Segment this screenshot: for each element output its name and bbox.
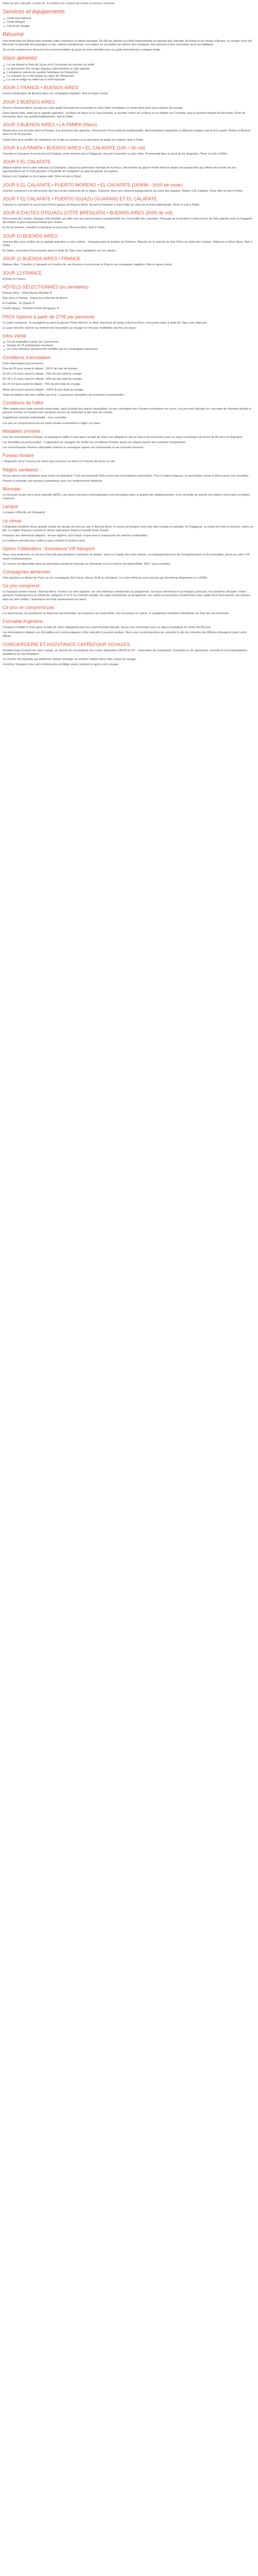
- section-heading: Ce prix comprend: [3, 583, 40, 589]
- bullet-item: La vue depuis le Pain de Sucre et le Corcovado au coucher du soleil: [3, 63, 255, 67]
- section-jour-5-el-calafate: [3, 159, 255, 179]
- section-paragraph: De 20 à 8 jours avant le départ : 75% du prix total du voyage.: [3, 383, 81, 386]
- section-heading: Services et équipements: [3, 9, 65, 15]
- section-langue: [3, 504, 255, 515]
- section-paragraph: Un circuit complet pour découvrir les incontournables du pays en toute sérénité avec un guide francophone à chaque étape.: [3, 48, 161, 52]
- section-heading: Résumé: [3, 31, 24, 38]
- section-jour-1-france-buenos-aires: [3, 85, 255, 96]
- section-fuseau-horaire: [3, 453, 255, 464]
- bullet-item: Carnet de voyage: [3, 25, 255, 28]
- section-paragraph: La langue officielle est l'espagnol.: [3, 511, 46, 515]
- section-paragraph: Soirée libre pour profiter de l'ambiance de la ville ou assister à un spectacle de tango (en option). Nuit à l'hôtel.: [3, 138, 144, 142]
- bullet-item: La découverte des chutes d'Iguaçu côté brésilien et côté argentin: [3, 67, 255, 71]
- section-heading: JOUR 3 BUENOS AIRES • LA PAMPA (95km): [3, 122, 97, 128]
- section-paragraph: Transfert à l'aéroport et envol pour Puerto Iguazu via Buenos Aires. Accueil et transfert à votre hôtel au cœur de la forêt subtropicale. Dîner et nuit à l'hôtel.: [3, 203, 200, 207]
- section-ce-prix-ne-comprend-pas: [3, 605, 255, 616]
- section-heading: Conditions d'annulation: [3, 354, 51, 360]
- bullet-item: La croisière sur le Rio Negro au cœur de l'Amazonie: [3, 75, 255, 78]
- bullet-item: Circuit réalisable à partir de 2 personnes: [3, 341, 255, 344]
- section-pack-options-a-partir-de-270-par-personn: [3, 314, 255, 330]
- section-jour-12-france: [3, 270, 255, 281]
- section-hotels-selectionnes-ou-similaires: [3, 284, 255, 311]
- section-heading: Compagnies aériennes: [3, 569, 51, 575]
- section-heading: JOUR 1 FRANCE • BUENOS AIRES: [3, 85, 78, 91]
- section-paragraph: Matinée libre. Transfert à l'aéroport en fonction de vos horaires et envol pour la France sur compagnie régulière. Nuit et repas à bord.: [3, 263, 173, 267]
- section-heading: Fuseau horaire: [3, 453, 34, 459]
- section-jour-4-la-pampa-buenos-aires-el-calafate: [3, 145, 255, 156]
- section-paragraph: Nuit dans la Pampa : Estancia La Bamba de Areco: [3, 296, 68, 300]
- section-paragraph: Arrivée à Buenos Aires, accueil par votre guide francophone et transfert à votre hôtel. Installation et temps libre pour vous reposer du voyage.: [3, 106, 184, 110]
- section-paragraph: La meilleure période pour visiter le pays s'étend d'octobre à avril.: [3, 539, 86, 543]
- section-paragraph: L'Argentine est à 4 heures de moins que la France en hiver et 5 heures de moins en été.: [3, 460, 116, 464]
- section-jour-11-buenos-aires-france: [3, 256, 255, 267]
- section-heading: Le climat: [3, 518, 22, 523]
- bullet-item: Guide bilingue: [3, 21, 255, 24]
- section-services-et-equipements: [3, 9, 255, 28]
- section-paragraph: De 30 à 21 jours avant le départ : 50% du prix total du voyage.: [3, 378, 83, 381]
- section-heading: JOUR 5 EL CALAFATE: [3, 159, 51, 165]
- section-paragraph: De 60 à 31 jours avant le départ : 25% du prix total du voyage.: [3, 372, 83, 376]
- section-compagnies-aeriennes: [3, 569, 255, 580]
- section-heading: Option Fidélisation : Assistance VIP Aéroport: [3, 546, 95, 552]
- section-paragraph: Pendant toute la durée de votre voyage, un service de conciergerie est à votre disposition 24h/24 et 7j/7 : réservation de restaurants, d'activités ou de spectacles, conseils et recommandations, assistance en cas d'imprévu.: [3, 649, 248, 656]
- section-paragraph: Une immersion au Brésil entre grandes villes coloniales et nature sauvage. De Rio de Janeiro à la forêt amazonienne en passant par Salvador de Bahia et les chutes d'Iguaçu, ce voyage vous fait découvrir la diversité des paysages et des cultures brésiliennes. Les étapes se succèdent au rythme des musiques, des saveurs et des rencontres avec les habitants.: [3, 39, 252, 47]
- bullet-list: [3, 341, 255, 352]
- section-paragraph: Dans l'après-midi, visite de la capitale argentine : la Plaza de Mayo et la Casa Rosada, le quartier coloré de La Boca et sa célèbre rue Caminito, puis le quartier élégant de Recoleta. Dîner de bienvenue dans une parrilla traditionnelle. Nuit à l'hôtel.: [3, 111, 246, 119]
- section-paragraph: Ce service est joignable par téléphone depuis l'étranger au numéro indiqué dans votre carnet de voyage.: [3, 658, 137, 662]
- section-infos-verite: [3, 333, 255, 352]
- section-paragraph: Ce pack comprend : la navigation au pied du glacier Perito Moreno, le dîner spectacle de tango à Buenos Aires, l'excursion dans le delta du Tigre avec déjeuner.: [3, 321, 208, 325]
- section-paragraph: Les formalités peuvent évoluer : il appartient au voyageur de vérifier les conditions d'entrée avant son départ auprès des autorités compétentes.: [3, 440, 186, 444]
- section-paragraph: Nous vous proposons un service d'accueil personnalisé à l'aéroport de départ : prise en charge dès votre arrivée, accompagnement lors de l'enregistrement et des formalités, accès au salon VIP avant l'embarquement.: [3, 553, 250, 561]
- section-paragraph: Pensez à emporter une trousse à pharmacie avec vos médicaments habituels.: [3, 479, 103, 483]
- section-modalites-d-entree: [3, 429, 255, 450]
- section-jour-7-el-calafate-puerto-iguazu-guarani: [3, 196, 255, 207]
- section-heading: Infos Vérité: [3, 333, 26, 338]
- section-le-climat: [3, 518, 255, 544]
- section-paragraph: En option, excursion d'une journée dans le delta du Tigre avec navigation sur les canaux.: [3, 249, 117, 253]
- section-paragraph: Les assurances, les pourboires et dépenses personnelles, les boissons, les repas libres, les excursions en option, le supplément chambre individuelle, les frais de visa éventuels.: [3, 612, 230, 615]
- section-ce-prix-comprend: [3, 583, 255, 602]
- bullet-list: [3, 63, 255, 82]
- section-heading: JOUR 2 BUENOS AIRES: [3, 99, 55, 105]
- section-heading: JOUR 8 CHUTES D'IGUAZU (CÔTÉ BRÉSILIEN) • BUENOS AIRES (2h00 de vol): [3, 210, 173, 216]
- section-paragraph: Les informations relatives aux formalités sont communiquées à titre indicatif et peuvent évoluer. Nous vous recommandons de consulter le site du ministère des Affaires étrangères avant votre départ.: [3, 631, 247, 638]
- section-paragraph: Toute annulation doit être notifiée par écrit. L'assurance annulation est vivement recommandée.: [3, 393, 125, 397]
- section-conditions-de-l-offre: [3, 400, 255, 426]
- bullet-list: [3, 17, 255, 28]
- section-paragraph: Le transport aérien France / Buenos Aires / France sur vols réguliers, les vols intérieurs mentionnés au programme, les taxes aériennes et surcharges carburant, les transferts aéroport / hôtel / aéroport, l'hébergement en hôtels de catégorie 3* et 4* en chambre double, les repas mentionnés au programme, les visites et excursions mentionnées avec guide local francophone, les entrées dans les sites visités, l'assistance de notre représentant sur place.: [3, 590, 250, 601]
- section-heading: PACK Options à partir de 270€ par personne: [3, 314, 95, 319]
- section-paragraph: Départ matinal vers le parc national Los Glaciares, classé au patrimoine mondial de l'Unesco. Découverte du glacier Perito Moreno depuis les passerelles qui offrent des points de vue spectaculaires sur le front glaciaire. Possibilité de navigation au pied du glacier (en option).: [3, 166, 236, 174]
- section-paragraph: Buenos Aires : Hotel Nuevo Mundial 4*: [3, 291, 53, 295]
- section-option-fidelisation-assistance-vip-aerop: [3, 546, 255, 566]
- section-paragraph: Ce service est disponible dans les principaux aéroports français sur demande et sous réserve de disponibilité. Tarif : nous consulter.: [3, 562, 171, 566]
- section-conditions-d-annulation: [3, 355, 255, 397]
- section-heading: Vous aimerez: [3, 55, 37, 62]
- section-paragraph: Aucun vaccin n'est obligatoire pour entrer en Argentine. Il est recommandé d'être à jour des vaccinations universelles. Pour la région d'Iguazu, la vaccination contre la fièvre jaune est conseillée.: [3, 474, 249, 478]
- bullet-item: Guide francophone: [3, 17, 255, 21]
- section-jour-6-el-calafate-puerto-moreno-el-cala: [3, 182, 255, 193]
- section-paragraph: L'Argentine bénéficie d'une grande variété de climats du nord au sud. À Buenos Aires, le climat est tempéré avec des étés chauds et humides. En Patagonie, le climat est froid et venteux, même en été. La région d'Iguazu connaît un climat subtropical chaud et humide toute l'année.: [3, 525, 254, 532]
- bullet-item: Les vols intérieurs peuvent être modifiés par les compagnies aériennes: [3, 348, 255, 351]
- section-paragraph: Plus de 60 jours avant le départ : 150 € de frais de dossier.: [3, 367, 78, 370]
- sections-container: [3, 9, 255, 667]
- section-paragraph: Départ pour une journée dans la Pampa, à la rencontre des gauchos. Découverte d'une estancia traditionnelle, démonstrations équestres et déjeuner typique autour d'un asado. Retour à Buenos Aires en fin de journée.: [3, 129, 251, 137]
- section-regles-sanitaires: [3, 467, 255, 483]
- section-formalite-argentine: [3, 619, 255, 639]
- section-heading: Conditions de l'offre: [3, 400, 44, 405]
- section-paragraph: Supplément chambre individuelle : nous consulter.: [3, 416, 67, 420]
- section-jour-3-buenos-aires-la-pampa-95km: [3, 122, 255, 142]
- section-paragraph: Vols réguliers au départ de Paris sur les compagnies Air France, Iberia, KLM ou similaires. Les vols intérieurs sont assurés par Aerolineas Argentinas ou LATAM.: [3, 577, 208, 580]
- section-heading: JOUR 7 EL CALAFATE • PUERTO IGUAZU (GUARANI) ET EL CALAFATE: [3, 196, 157, 201]
- section-heading: JOUR 11 BUENOS AIRES • FRANCE: [3, 256, 81, 262]
- section-paragraph: El Calafate : El Quijote 3*: [3, 302, 36, 306]
- section-paragraph: Les prix ne comprennent pas les taxes locales éventuelles à régler sur place.: [3, 421, 101, 425]
- section-paragraph: Pour les ressortissants français, un passeport valide 6 mois après la date de retour est obligatoire. Aucun visa n'est nécessaire pour un séjour touristique de moins de 90 jours en Argentine.: [3, 435, 244, 439]
- section-paragraph: Prévoyez des vêtements adaptés : tenues légères, pull chaud, coupe-vent et chaussures de marche confortables.: [3, 534, 148, 537]
- section-heading: JOUR 4 LA PAMPA • BUENOS AIRES • EL CALAFATE (100 ÷ 5h vol): [3, 145, 146, 150]
- section-monnaie: [3, 486, 255, 501]
- section-vous-aimerez: [3, 55, 255, 82]
- section-resume: [3, 31, 255, 53]
- section-heading: CONCIERGERIE ET ASSISTANCE CARREFOUR VOYAGES: [3, 641, 131, 647]
- section-conciergerie-et-assistance-carrefour-voy: [3, 642, 255, 667]
- section-paragraph: Frais d'annulation par personne :: [3, 362, 45, 365]
- section-paragraph: Offre valable pour toute nouvelle réservation, dans la limite des places disponibles, et non cumulable avec d'autres promotions en cours. Les prix sont calculés sur une base de chambre double et peuvent évoluer en fonction des variations du prix du carburant et des taux de change.: [3, 407, 252, 415]
- intro-text: Dans les prix indicatifs à partir de, du forfait sont compris les extras et services suivants :: [3, 2, 116, 5]
- bullet-item: La nuit en lodge au milieu de la forêt tropicale: [3, 78, 255, 82]
- section-heading: HÔTELS SÉLECTIONNÉS (ou similaires): [3, 284, 89, 290]
- section-paragraph: Les ressortissants d'autres nationalités doivent se renseigner auprès de l'ambassade ou du consulat concerné.: [3, 446, 144, 450]
- section-heading: Ce prix ne comprend pas: [3, 604, 55, 610]
- page: [0, 0, 258, 672]
- section-heading: Règles sanitaires :: [3, 467, 41, 472]
- section-paragraph: Transfert à l'aéroport et envol pour El Calafate, porte d'entrée de la Patagonie. Accueil et transfert à votre hôtel. Promenade libre au bord du lac Argentino. Dîner et nuit à l'hôtel.: [3, 152, 228, 156]
- section-heading: Monnaie: [3, 486, 21, 492]
- section-heading: JOUR 12 FRANCE: [3, 270, 42, 276]
- section-paragraph: Le pack doit être réservé au moment de l'inscription au voyage et n'est pas modifiable une fois sur place.: [3, 326, 137, 330]
- section-paragraph: Journée consacrée à la découverte des lacs et des estancias de la région. Déjeuner dans une estancia patagonienne au cœur des steppes. Retour à El Calafate. Dîner libre et nuit à l'hôtel.: [3, 189, 243, 193]
- section-paragraph: En fin de journée, transfert à l'aéroport et envol pour Buenos Aires. Nuit à l'hôtel.: [3, 226, 105, 230]
- section-paragraph: Découverte des chutes d'Iguaçu côté brésilien qui offre une vue panoramique exceptionnelle sur l'ensemble des cascades. Passage de la frontière et découverte du côté argentin avec la Garganta del Diablo, la plus impressionnante des chutes.: [3, 217, 253, 225]
- bullet-item: Groupe de 16 participants maximum: [3, 344, 255, 348]
- section-jour-2-buenos-aires: [3, 99, 255, 120]
- section-jour-10-buenos-aires: [3, 233, 255, 253]
- section-paragraph: La monnaie locale est le peso argentin (ARS). Les cartes bancaires internationales sont acceptées dans la plupart des établissements. Il est conseillé de prévoir des dollars américains en petites coupures.: [3, 493, 250, 501]
- section-paragraph: Passeport valable 6 mois après la date de retour obligatoire pour les ressortissants français. Aucun visa nécessaire pour un séjour touristique de moins de 90 jours.: [3, 626, 212, 630]
- section-jour-8-chutes-d-iguazu-cote-bresilien-bu: [3, 210, 255, 230]
- section-heading: Langue: [3, 504, 19, 510]
- section-paragraph: Carrefour Voyages reste votre interlocuteur privilégié avant, pendant et après votre voyage.: [3, 663, 120, 667]
- section-heading: JOUR 10 BUENOS AIRES: [3, 233, 58, 239]
- section-paragraph: Retour à El Calafate en fin d'après-midi. Dîner et nuit à l'hôtel.: [3, 175, 82, 179]
- section-paragraph: Puerto Iguazu : Amérian Portal del Iguazu 4*: [3, 307, 60, 311]
- section-heading: Formalité Argentine: [3, 619, 43, 624]
- section-paragraph: Moins de 8 jours avant le départ : 100% du prix total du voyage.: [3, 388, 84, 392]
- bullet-item: L'ambiance colorée du quartier historique du Pelourinho: [3, 71, 255, 75]
- section-paragraph: Arrivée en France.: [3, 277, 27, 281]
- section-paragraph: Journée libre pour profiter de la capitale argentine à votre rythme : shopping dans le quartier de Palermo, flânerie sur le marché de San Telmo ou visite des musées. Déjeuner et dîner libres. Nuit à l'hôtel.: [3, 240, 252, 247]
- section-heading: Modalités d'entrée :: [3, 428, 43, 434]
- section-paragraph: Envol à destination de Buenos Aires sur compagnie régulière. Nuit et repas à bord.: [3, 92, 108, 96]
- section-heading: JOUR 6 EL CALAFATE • PUERTO MORENO • EL CALAFATE (160KM - 1h00 de route): [3, 182, 183, 188]
